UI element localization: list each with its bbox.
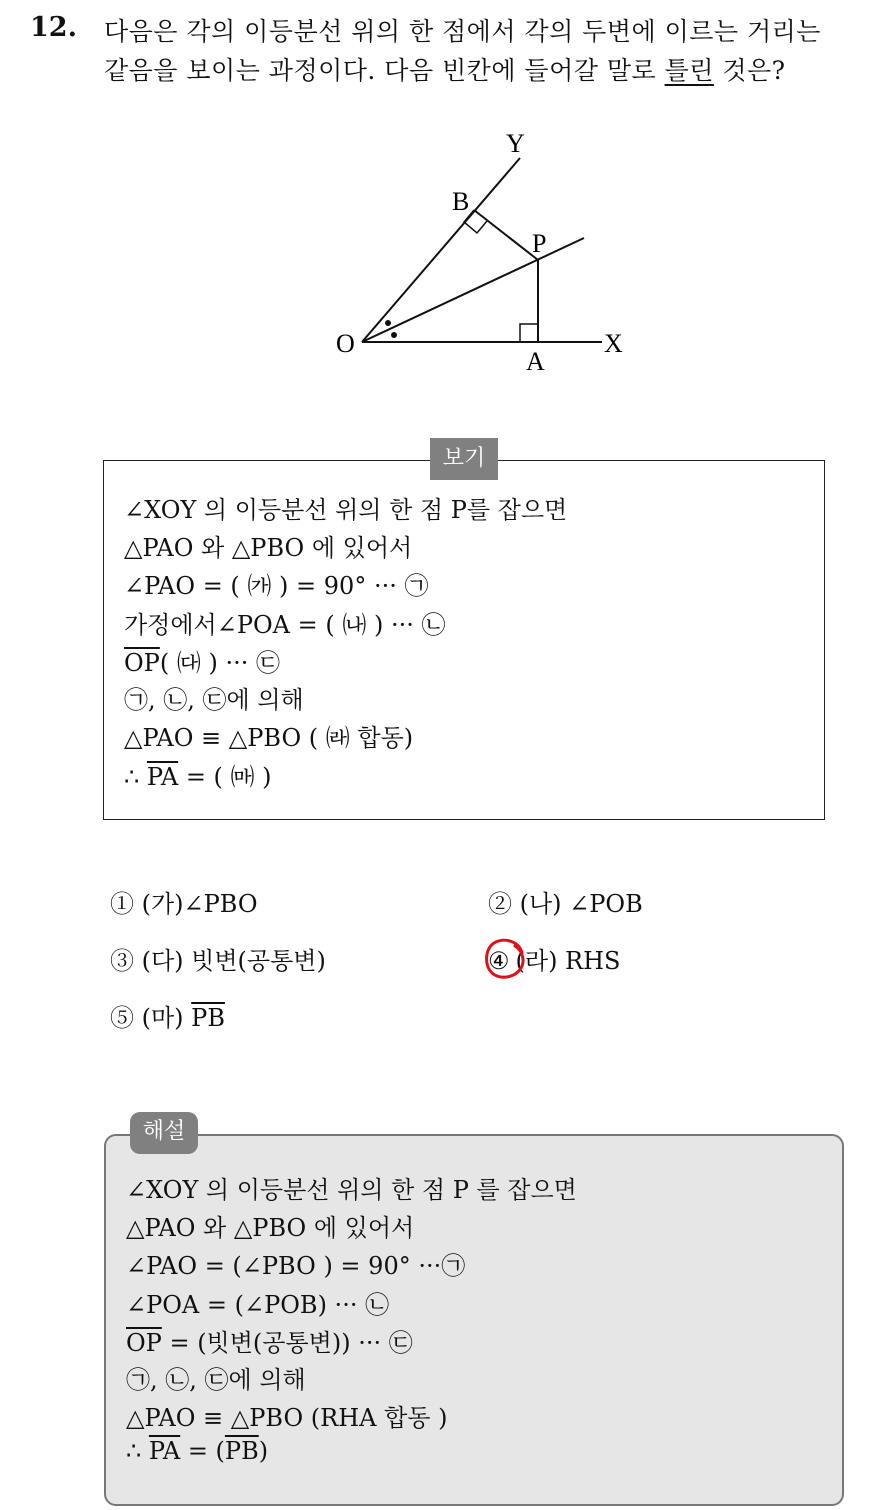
bogi-line-7: △PAO ≡ △PBO ( ㈑ 합동) — [124, 724, 414, 752]
question-number: 12. — [30, 12, 77, 43]
choice-4-number: ④ — [488, 947, 510, 975]
label-b: B — [452, 187, 470, 216]
question-text-post: 것은? — [713, 56, 786, 85]
choice-4-text: (라) RHS — [515, 947, 621, 975]
explanation-segment-pa: $\overline{PA}$ — [148, 1437, 181, 1465]
bogi-line-2: △PAO 와 △PBO 에 있어서 — [124, 534, 413, 562]
segment-pa-label: $\overline{PA}$ — [146, 763, 179, 791]
explanation-tag: 해설 — [130, 1112, 198, 1154]
bogi-line-8 — [124, 757, 272, 792]
explanation-segment-pb: $\overline{PB}$ — [224, 1437, 259, 1465]
explanation-line-4: ∠POA = (∠POB) ··· ㉡ — [126, 1291, 390, 1319]
question-text-pre: 같음을 보이는 과정이다. 다음 빈칸에 들어갈 말로 — [104, 56, 665, 85]
bogi-line-6: ㉠, ㉡, ㉢에 의해 — [124, 686, 304, 714]
question-keyword-underlined: 틀린 — [664, 56, 714, 85]
explanation-line-3: ∠PAO = (∠PBO ) = 90° ···㉠ — [126, 1252, 466, 1280]
question-text-line2 — [104, 51, 786, 87]
choice-5[interactable] — [110, 998, 225, 1033]
right-angle-mark-a — [520, 324, 538, 342]
angle-dot-lower — [391, 332, 397, 338]
bogi-line-4: 가정에서∠POA = ( ㈏ ) ··· ㉡ — [124, 611, 446, 639]
segment-op-label: $\overline{OP}$ — [124, 649, 160, 677]
explanation-line-5 — [126, 1323, 413, 1358]
explanation-segment-op: $\overline{OP}$ — [126, 1329, 162, 1357]
angle-bisector-figure — [330, 120, 640, 380]
ray-oy — [362, 158, 520, 342]
therefore-symbol: ∴ — [124, 763, 147, 791]
bogi-line-1: ∠XOY 의 이등분선 위의 한 점 P를 잡으면 — [124, 496, 568, 524]
explanation-line-5-rest: = (빗변(공통변)) ··· ㉢ — [161, 1329, 413, 1357]
choice-5-text: ⑤ (마) — [110, 1004, 192, 1032]
question-text-line1: 다음은 각의 이등분선 위의 한 점에서 각의 두변에 이르는 거리는 — [104, 17, 821, 46]
explanation-line-7: △PAO ≡ △PBO (RHA 합동 ) — [126, 1404, 448, 1432]
label-o: O — [336, 329, 355, 358]
explanation-line-1: ∠XOY 의 이등분선 위의 한 점 P 를 잡으면 — [126, 1176, 577, 1204]
angle-dot-upper — [385, 320, 391, 326]
choice-3[interactable]: ③ (다) 빗변(공통변) — [110, 947, 326, 975]
explanation-line-8 — [126, 1437, 268, 1465]
segment-pb-label: $\overline{PB}$ — [191, 1004, 225, 1032]
label-p: P — [532, 229, 547, 258]
label-a: A — [526, 347, 545, 376]
explanation-close: ) — [258, 1437, 269, 1465]
answer-circle-mark — [482, 935, 528, 981]
explanation-equals: = ( — [180, 1437, 225, 1465]
bogi-line-5-rest: ( ㈐ ) ··· ㉢ — [159, 649, 280, 677]
explanation-line-6: ㉠, ㉡, ㉢에 의해 — [126, 1366, 306, 1394]
label-x: X — [604, 329, 623, 358]
explanation-therefore: ∴ — [126, 1437, 149, 1465]
explanation-line-2: △PAO 와 △PBO 에 있어서 — [126, 1214, 415, 1242]
choice-2[interactable]: ② (나) ∠POB — [488, 890, 643, 918]
choice-1[interactable]: ① (가)∠PBO — [110, 890, 258, 918]
bogi-tag: 보기 — [430, 438, 498, 480]
segment-pb — [474, 210, 538, 260]
bogi-line-3: ∠PAO = ( ㈎ ) = 90° ··· ㉠ — [124, 572, 429, 600]
bogi-line-5 — [124, 643, 280, 678]
bisector-op — [362, 238, 584, 342]
label-y: Y — [506, 129, 525, 158]
bogi-line-8-rest: = ( ㈒ ) — [178, 763, 272, 791]
